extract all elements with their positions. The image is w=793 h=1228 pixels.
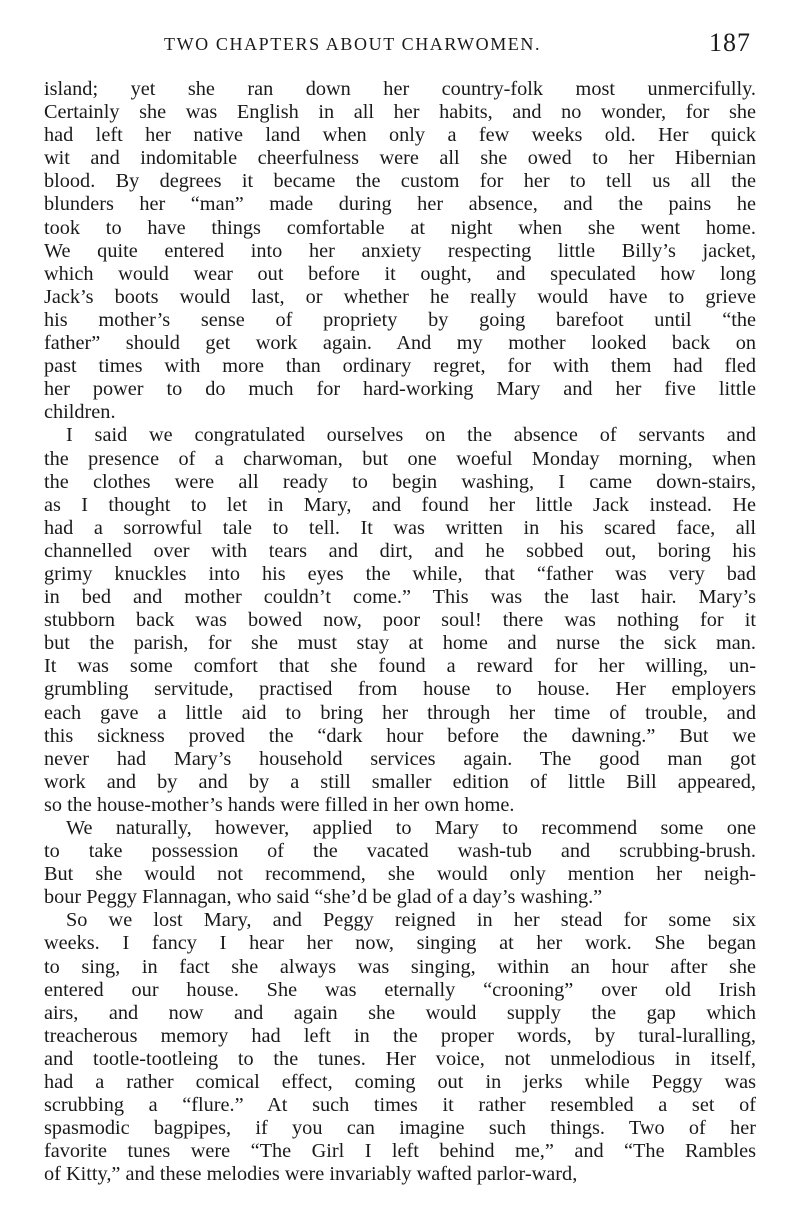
text-line: her power to do much for hard-working Mary and her five little bbox=[44, 378, 756, 401]
paragraph bbox=[44, 817, 756, 909]
text-line: airs, and now and again she would supply the gap which bbox=[44, 1001, 756, 1024]
text-line: favorite tunes were “The Girl I left behind me,” and “The Rambles bbox=[44, 1140, 756, 1163]
text-line: So we lost Mary, and Peggy reigned in her stead for some six bbox=[66, 909, 756, 932]
page-header bbox=[46, 28, 753, 62]
text-line: each gave a little aid to bring her through her time of trouble, and bbox=[44, 701, 756, 724]
text-line: had left her native land when only a few weeks old. Her quick bbox=[44, 124, 756, 147]
paragraph bbox=[44, 78, 756, 424]
running-title: TWO CHAPTERS ABOUT CHARWOMEN. bbox=[164, 34, 542, 54]
text-line: had a sorrowful tale to tell. It was written in his scared face, all bbox=[44, 516, 756, 539]
text-line: stubborn back was bowed now, poor soul! there was nothing for it bbox=[44, 609, 756, 632]
text-line: children. bbox=[44, 401, 116, 424]
text-line: took to have things comfortable at night when she went home. bbox=[44, 216, 756, 239]
text-line: But she would not recommend, she would only mention her neigh- bbox=[44, 863, 756, 886]
text-line: the presence of a charwoman, but one woeful Monday morning, when bbox=[44, 447, 756, 470]
text-line: Certainly she was English in all her habits, and no wonder, for she bbox=[44, 101, 756, 124]
text-line: as I thought to let in Mary, and found her little Jack instead. He bbox=[44, 493, 756, 516]
text-line: We naturally, however, applied to Mary to recommend some one bbox=[66, 817, 756, 839]
text-line: entered our house. She was eternally “crooning” over old Irish bbox=[44, 978, 756, 1001]
text-line: in bed and mother couldn’t come.” This was the last hair. Mary’s bbox=[44, 586, 756, 609]
text-line: his mother’s sense of propriety by going barefoot until “the bbox=[44, 308, 756, 331]
body-text bbox=[44, 78, 756, 1187]
text-line: work and by and by a still smaller edition of little Bill appeared, bbox=[44, 770, 756, 793]
text-line: past times with more than ordinary regret, for with them had fled bbox=[44, 355, 756, 378]
text-line: treacherous memory had left in the proper words, by tural-luralling, bbox=[44, 1024, 756, 1047]
text-line: never had Mary’s household services again. The good man got bbox=[44, 747, 756, 770]
text-line: scrubbing a “flure.” At such times it rather resembled a set of bbox=[44, 1094, 756, 1117]
text-line: blood. By degrees it became the custom for her to tell us all the bbox=[44, 170, 756, 193]
text-line: I said we congratulated ourselves on the absence of servants and bbox=[66, 424, 756, 447]
text-line: channelled over with tears and dirt, and he sobbed out, boring his bbox=[44, 539, 756, 562]
text-line: had a rather comical effect, coming out in jerks while Peggy was bbox=[44, 1071, 756, 1094]
text-line: this sickness proved the “dark hour before the dawning.” But we bbox=[44, 724, 756, 747]
text-line: It was some comfort that she found a reward for her willing, un- bbox=[44, 655, 756, 678]
text-line: so the house-mother’s hands were filled in her own home. bbox=[44, 793, 515, 816]
text-line: of Kitty,” and these melodies were invariably wafted parlor-ward, bbox=[44, 1163, 578, 1186]
text-line: grumbling servitude, practised from house to house. Her employers bbox=[44, 678, 756, 701]
text-line: wit and indomitable cheerfulness were all she owed to her Hibernian bbox=[44, 147, 756, 170]
text-line: to sing, in fact she always was singing, within an hour after she bbox=[44, 955, 756, 978]
text-line: weeks. I fancy I hear her now, singing at her work. She began bbox=[44, 932, 756, 955]
text-line: but the parish, for she must stay at home and nurse the sick man. bbox=[44, 632, 756, 655]
text-line: father” should get work again. And my mother looked back on bbox=[44, 332, 756, 355]
text-line: bour Peggy Flannagan, who said “she’d be glad of a day’s washing.” bbox=[44, 886, 603, 909]
text-line: and tootle-tootleing to the tunes. Her voice, not unmelodious in itself, bbox=[44, 1047, 756, 1070]
text-line: blunders her “man” made during her absence, and the pains he bbox=[44, 193, 756, 216]
text-line: island; yet she ran down her country-folk most unmercifully. bbox=[44, 78, 756, 100]
text-line: We quite entered into her anxiety respecting little Billy’s jacket, bbox=[44, 239, 756, 262]
paragraph bbox=[44, 424, 756, 817]
paragraph bbox=[44, 909, 756, 1186]
text-line: spasmodic bagpipes, if you can imagine such things. Two of her bbox=[44, 1117, 756, 1140]
text-line: which would wear out before it ought, and speculated how long bbox=[44, 262, 756, 285]
page-number: 187 bbox=[709, 28, 751, 57]
text-line: the clothes were all ready to begin washing, I came down-stairs, bbox=[44, 470, 756, 493]
text-line: Jack’s boots would last, or whether he really would have to grieve bbox=[44, 285, 756, 308]
text-line: grimy knuckles into his eyes the while, that “father was very bad bbox=[44, 562, 756, 585]
text-line: to take possession of the vacated wash-tub and scrubbing-brush. bbox=[44, 840, 756, 863]
